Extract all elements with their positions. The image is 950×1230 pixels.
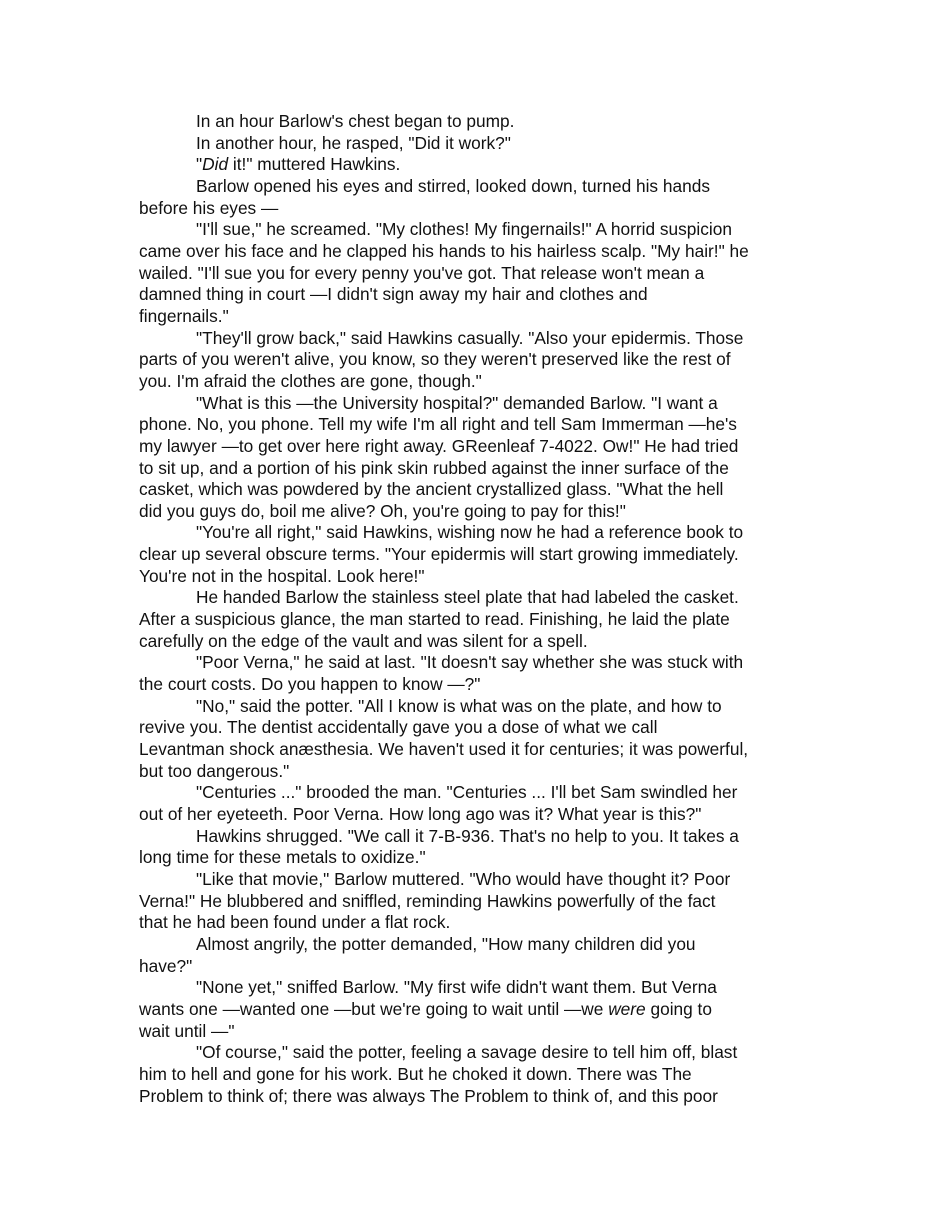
text-run: After a suspicious glance, the man started to read. Finishing, he laid the plate: [139, 609, 730, 630]
paragraph-first-line: [139, 934, 811, 956]
text-run: You're not in the hospital. Look here!": [139, 565, 425, 586]
text-line: [139, 566, 811, 588]
text-run: "They'll grow back," said Hawkins casually. "Also your epidermis. Those: [196, 327, 744, 348]
text-line: [139, 349, 811, 371]
text-line: [139, 284, 811, 306]
text-run: "I'll sue," he screamed. "My clothes! My fingernails!" A horrid suspicion: [196, 219, 732, 240]
text-run: did you guys do, boil me alive? Oh, you're going to pay for this!": [139, 500, 626, 521]
text-run: the court costs. Do you happen to know —?": [139, 674, 481, 695]
text-run: "Centuries ..." brooded the man. "Centuries ... I'll bet Sam swindled her: [196, 782, 738, 803]
text-run: "What is this —the University hospital?" demanded Barlow. "I want a: [196, 392, 718, 413]
paragraph-first-line: [139, 154, 811, 176]
paragraph-first-line: [139, 111, 811, 133]
text-run: parts of you weren't alive, you know, so they weren't preserved like the rest of: [139, 349, 731, 370]
text-line: [139, 436, 811, 458]
text-line: [139, 458, 811, 480]
paragraph-first-line: [139, 522, 811, 544]
text-run: Problem to think of; there was always The Problem to think of, and this poor: [139, 1085, 718, 1106]
paragraph-first-line: [139, 393, 811, 415]
text-run: fingernails.": [139, 305, 229, 326]
text-run: carefully on the edge of the vault and was silent for a spell.: [139, 630, 588, 651]
text-line: [139, 609, 811, 631]
text-run: "Poor Verna," he said at last. "It doesn't say whether she was stuck with: [196, 652, 744, 673]
paragraph-first-line: [139, 328, 811, 350]
text-run: casket, which was powdered by the ancient crystallized glass. "What the hell: [139, 479, 724, 500]
text-run: "No," said the potter. "All I know is what was on the plate, and how to: [196, 695, 722, 716]
text-run: have?": [139, 955, 193, 976]
paragraph-first-line: [139, 869, 811, 891]
text-run: Hawkins shrugged. "We call it 7-B-936. That's no help to you. It takes a: [196, 825, 739, 846]
text-run: clear up several obscure terms. "Your epidermis will start growing immediately.: [139, 544, 739, 565]
text-line: [139, 198, 811, 220]
text-run: you. I'm afraid the clothes are gone, though.": [139, 370, 482, 391]
text-line: [139, 761, 811, 783]
italic-word: were: [608, 998, 646, 1019]
text-line: [139, 306, 811, 328]
text-run: before his eyes —: [139, 197, 279, 218]
text-line: [139, 674, 811, 696]
text-run: damned thing in court —I didn't sign away my hair and clothes and: [139, 284, 648, 305]
text-run: "None yet," sniffed Barlow. "My first wife didn't want them. But Verna: [196, 977, 717, 998]
paragraph-first-line: [139, 133, 811, 155]
paragraph-first-line: [139, 826, 811, 848]
text-run: revive you. The dentist accidentally gave you a dose of what we call: [139, 717, 658, 738]
text-run: wants one —wanted one —but we're going to wait until —we: [139, 998, 609, 1019]
text-run: but too dangerous.": [139, 760, 290, 781]
text-line: [139, 912, 811, 934]
text-run: Barlow opened his eyes and stirred, looked down, turned his hands: [196, 175, 710, 196]
paragraph-first-line: [139, 652, 811, 674]
paragraph-first-line: [139, 176, 811, 198]
text-run: In another hour, he rasped, "Did it work?": [196, 132, 511, 153]
text-line: [139, 371, 811, 393]
text-run: came over his face and he clapped his hands to his hairless scalp. "My hair!" he: [139, 240, 749, 261]
text-run: to sit up, and a portion of his pink skin rubbed against the inner surface of the: [139, 457, 729, 478]
text-run: Almost angrily, the potter demanded, "How many children did you: [196, 933, 696, 954]
italic-word: Did: [202, 154, 229, 175]
text-run: In an hour Barlow's chest began to pump.: [196, 111, 515, 131]
text-run: wait until —": [139, 1020, 235, 1041]
text-run: Verna!" He blubbered and sniffled, reminding Hawkins powerfully of the fact: [139, 890, 716, 911]
text-line: [139, 479, 811, 501]
paragraph-first-line: [139, 696, 811, 718]
text-run: him to hell and gone for his work. But he choked it down. There was The: [139, 1063, 692, 1084]
text-line: [139, 414, 811, 436]
text-line: [139, 804, 811, 826]
text-line: [139, 717, 811, 739]
text-line: [139, 999, 811, 1021]
text-line: [139, 1064, 811, 1086]
text-line: [139, 956, 811, 978]
text-run: that he had been found under a flat rock.: [139, 912, 451, 933]
text-run: out of her eyeteeth. Poor Verna. How long ago was it? What year is this?": [139, 804, 702, 824]
text-run: ": [196, 154, 203, 175]
text-run: Levantman shock anæsthesia. We haven't used it for centuries; it was powerful,: [139, 739, 749, 760]
text-run: going to: [645, 998, 712, 1019]
text-run: long time for these metals to oxidize.": [139, 847, 426, 868]
text-run: wailed. "I'll sue you for every penny you've got. That release won't mean a: [139, 262, 705, 283]
text-line: [139, 1086, 811, 1108]
text-line: [139, 1021, 811, 1043]
text-run: "You're all right," said Hawkins, wishing now he had a reference book to: [196, 522, 744, 543]
text-line: [139, 847, 811, 869]
paragraph-first-line: [139, 1042, 811, 1064]
text-line: [139, 631, 811, 653]
text-line: [139, 891, 811, 913]
text-run: "Like that movie," Barlow muttered. "Who would have thought it? Poor: [196, 868, 731, 889]
paragraph-first-line: [139, 977, 811, 999]
text-line: [139, 263, 811, 285]
paragraph-first-line: [139, 587, 811, 609]
text-run: my lawyer —to get over here right away. GReenleaf 7-4022. Ow!" He had tried: [139, 435, 739, 456]
body-text: [139, 111, 811, 1107]
text-run: phone. No, you phone. Tell my wife I'm all right and tell Sam Immerman —he's: [139, 414, 737, 435]
text-run: it!" muttered Hawkins.: [228, 154, 401, 175]
text-line: [139, 241, 811, 263]
text-line: [139, 501, 811, 523]
paragraph-first-line: [139, 782, 811, 804]
text-line: [139, 544, 811, 566]
paragraph-first-line: [139, 219, 811, 241]
text-run: "Of course," said the potter, feeling a savage desire to tell him off, blast: [196, 1042, 738, 1063]
text-run: He handed Barlow the stainless steel plate that had labeled the casket.: [196, 587, 739, 608]
text-line: [139, 739, 811, 761]
